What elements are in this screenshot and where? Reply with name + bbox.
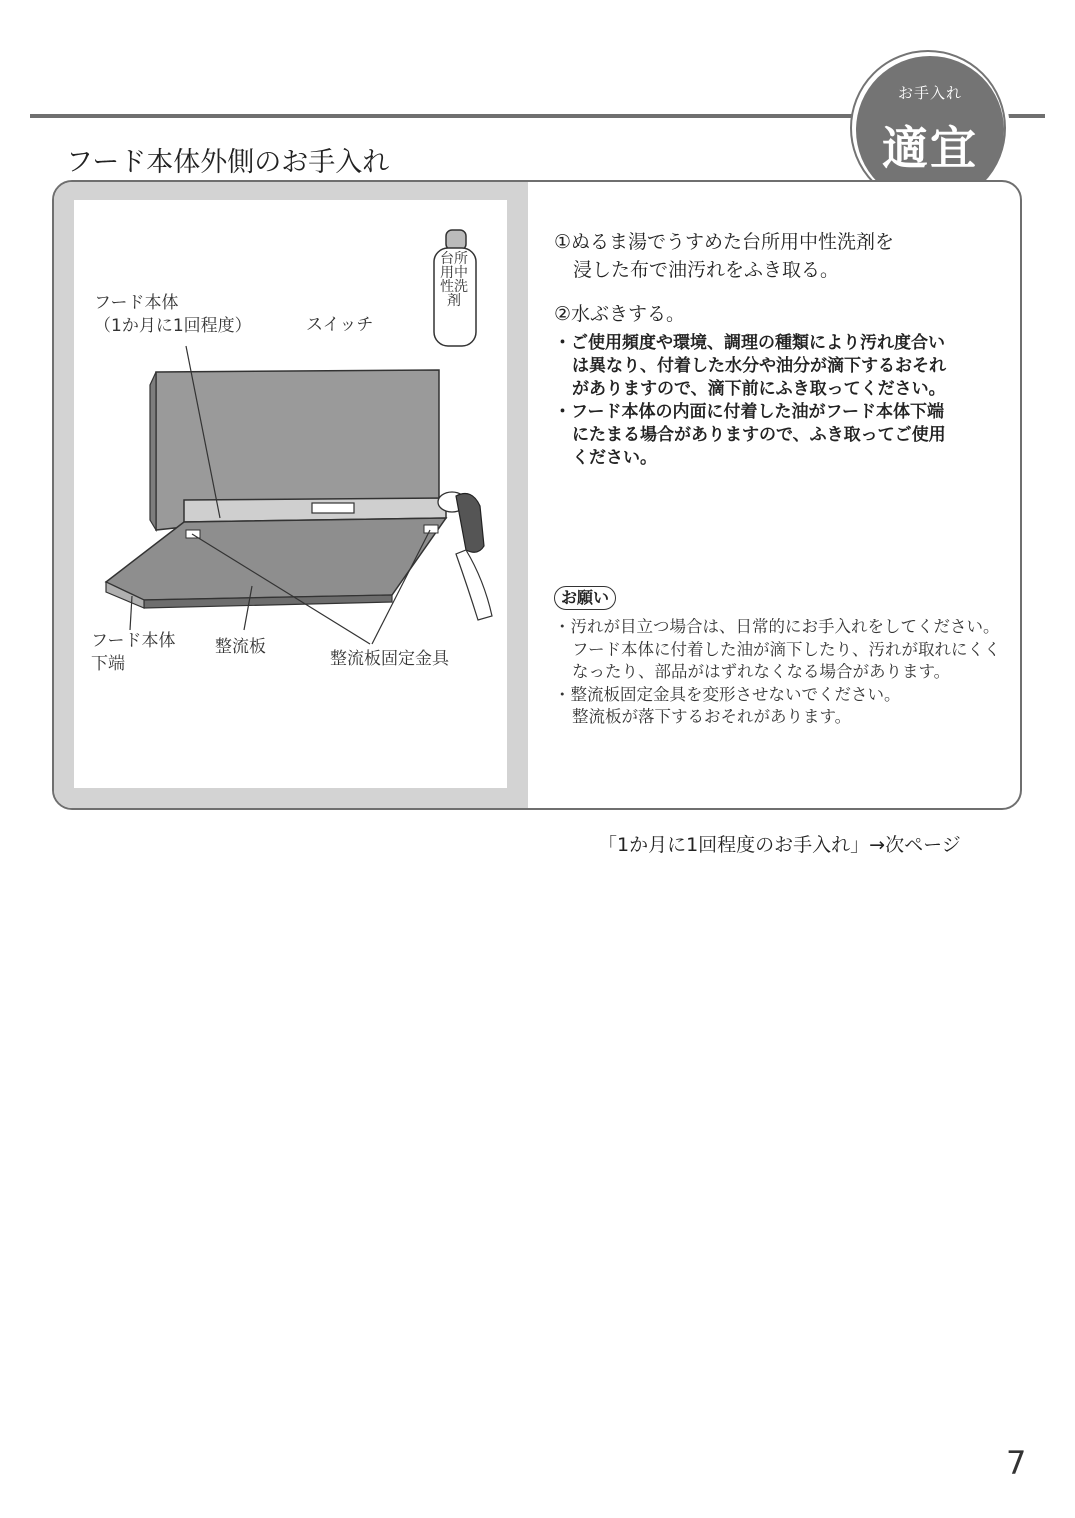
badge-big-text: 適宜 (882, 121, 978, 175)
request-list (554, 616, 1014, 729)
request-item: ・整流板固定金具を変形させないでください。 整流板が落下するおそれがあります。 (554, 684, 901, 726)
step-1: ①ぬるま湯でうすめた台所用中性洗剤を 浸した布で油汚れをふき取る。 (554, 231, 895, 281)
illustration-frame (54, 182, 528, 808)
label-hood-body: フード本体 （1か月に1回程度） (94, 293, 252, 336)
section-title: フード本体外側のお手入れ (66, 147, 390, 178)
content-panel (52, 180, 1022, 810)
badge-small-text: お手入れ (897, 84, 962, 102)
next-page-reference: 「1か月に1回程度のお手入れ」→次ページ (598, 834, 961, 856)
range-hood-illustration (74, 200, 507, 788)
note-item: ・ご使用頻度や環境、調理の種類により汚れ度合い は異なり、付着した水分や油分が滴下するおそれ がありますので、滴下前にふき取ってください。 (554, 333, 946, 399)
request-item: ・汚れが目立つ場合は、日常的にお手入れをしてください。 フード本体に付着した油が滴下したり、汚れが取れにくく なったり、部品がはずれなくなる場合があります。 (554, 617, 1001, 681)
gloved-hand-icon (438, 492, 492, 620)
request-section (554, 586, 1014, 729)
label-hood-bottom: フード本体 下端 (91, 631, 176, 674)
request-tag: お願い (554, 586, 616, 610)
page-number: 7 (1006, 1444, 1027, 1482)
label-detergent: 台所用中性洗剤 (440, 251, 468, 309)
step-2: ②水ぶきする。 (554, 303, 686, 325)
cleaning-steps (554, 228, 1004, 470)
label-baffle: 整流板 (215, 637, 266, 657)
note-item: ・フード本体の内面に付着した油がフード本体下端 にたまる場合がありますので、ふき取ってご使用 ください。 (554, 402, 946, 468)
label-switch: スイッチ (306, 315, 374, 335)
label-baffle-bracket: 整流板固定金具 (330, 649, 449, 669)
step-notes (554, 332, 1004, 470)
